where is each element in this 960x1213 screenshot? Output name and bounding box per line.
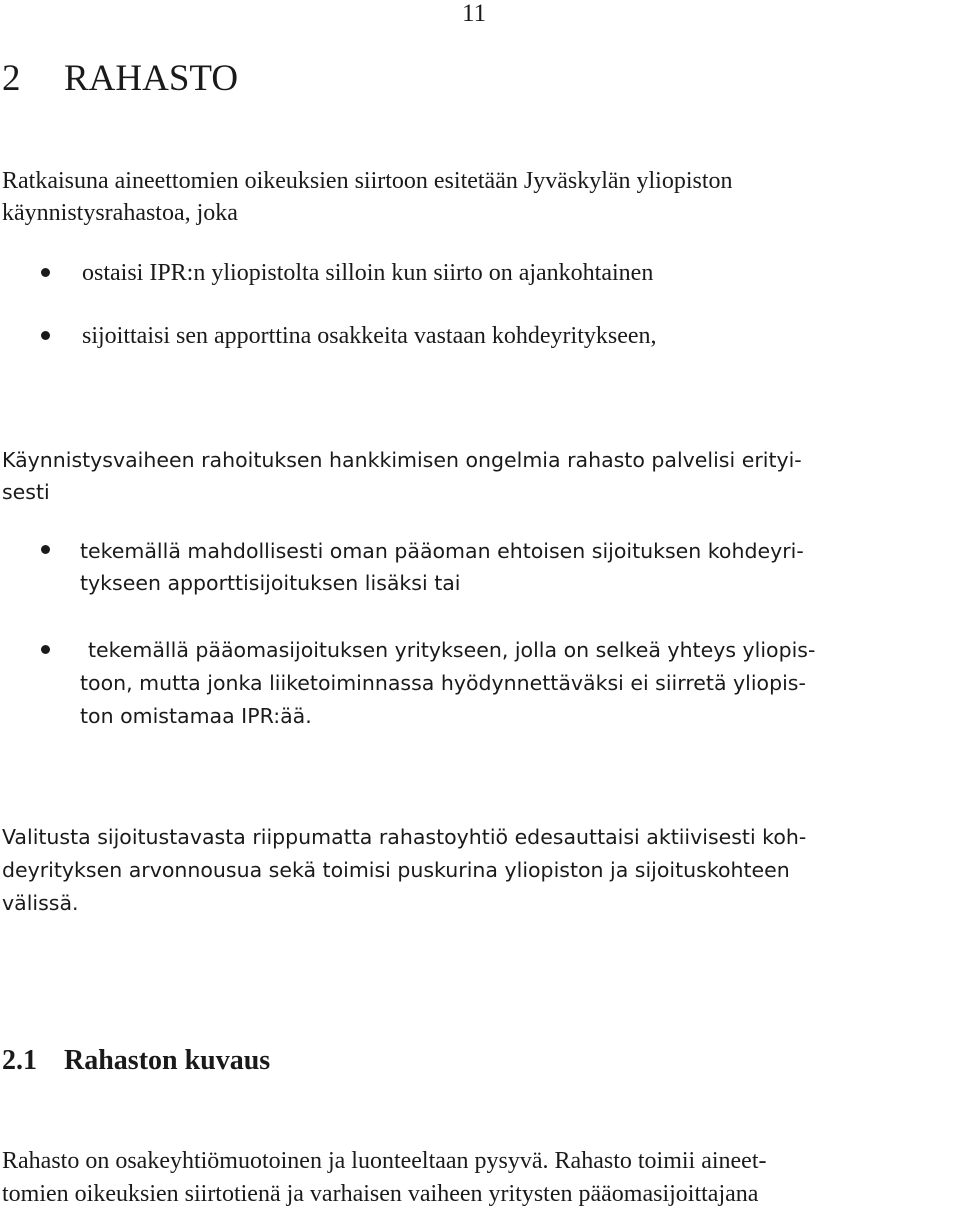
bullet-dot-icon [41, 331, 50, 340]
paragraph-line: Rahasto on osakeyhtiömuotoinen ja luonteeltaan pysyvä. Rahasto toimii aineet- [2, 1148, 767, 1174]
chapter-number: 2 [2, 58, 21, 99]
section-number: 2.1 [2, 1045, 37, 1076]
section-heading [2, 1044, 270, 1078]
list-item-text: toon, mutta jonka liiketoiminnassa hyödynnettäväksi ei siirretä yliopis- [80, 671, 806, 695]
chapter-title: RAHASTO [64, 58, 239, 99]
list-item-text: tykseen apporttisijoituksen lisäksi tai [80, 571, 461, 595]
list-item-text: ostaisi IPR:n yliopistolta silloin kun siirto on ajankohtainen [82, 260, 654, 286]
chapter-heading [2, 58, 238, 100]
bullet-dot-icon [41, 268, 50, 277]
paragraph-line: Valitusta sijoitustavasta riippumatta rahastoyhtiö edesauttaisi aktiivisesti koh- [2, 825, 807, 849]
bullet-dot-icon [41, 645, 50, 654]
paragraph-line: deyrityksen arvonnousua sekä toimisi puskurina yliopiston ja sijoituskohteen [2, 858, 790, 882]
list-item-text: sijoittaisi sen apporttina osakkeita vastaan kohdeyritykseen, [82, 323, 657, 349]
list-item-text: tekemällä mahdollisesti oman pääoman ehtoisen sijoituksen kohdeyri- [80, 539, 804, 563]
paragraph-line: sesti [2, 480, 50, 504]
page-number: 11 [462, 0, 487, 27]
paragraph-line: tomien oikeuksien siirtotienä ja varhaisen vaiheen yritysten pääomasijoittajana [2, 1181, 759, 1207]
paragraph-line: välissä. [2, 891, 79, 915]
list-item-text: ton omistamaa IPR:ää. [80, 704, 312, 728]
paragraph-line: Käynnistysvaiheen rahoituksen hankkimisen ongelmia rahasto palvelisi erityi- [2, 448, 802, 472]
intro-line: Ratkaisuna aineettomien oikeuksien siirtoon esitetään Jyväskylän yliopiston [2, 168, 733, 194]
intro-line: käynnistysrahastoa, joka [2, 200, 238, 226]
bullet-dot-icon [41, 545, 50, 554]
section-title: Rahaston kuvaus [64, 1045, 271, 1076]
list-item-text: tekemällä pääomasijoituksen yritykseen, jolla on selkeä yhteys yliopis- [88, 638, 816, 662]
